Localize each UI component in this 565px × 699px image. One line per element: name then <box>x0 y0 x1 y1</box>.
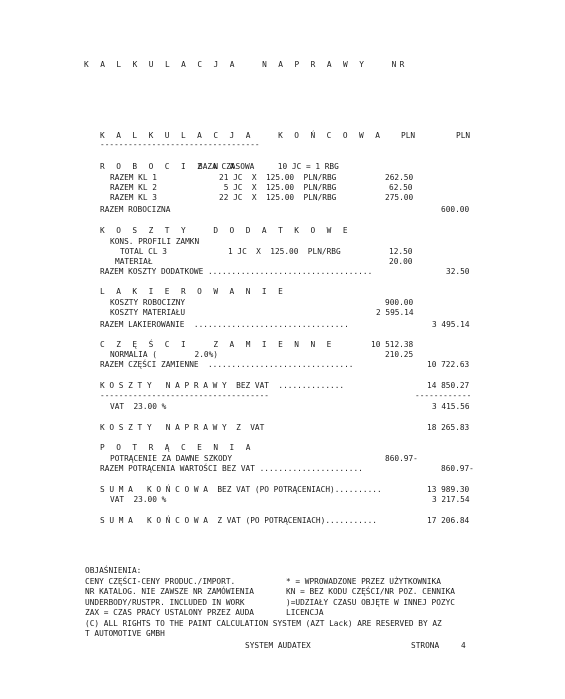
normalia-label: NORMALIA ( 2.0%) <box>110 350 218 359</box>
robocizna-row-value: 262.50 <box>385 173 414 182</box>
lakierowanie-total-label: RAZEM LAKIEROWANIE ................................. <box>100 320 349 329</box>
potracenia-total-value: 860.97- <box>441 464 474 473</box>
notes-line: NR KATALOG. NIE ZAWSZE NR ZAMÓWIENIA <box>85 587 254 596</box>
robocizna-row-value: 62.50 <box>389 183 413 192</box>
koszty-dodatkowe-sub: KONS. PROFILI ZAMKN <box>110 237 200 246</box>
notes-line: )=UDZIAŁY CZASU OBJĘTE W INNEJ POZYC <box>286 598 455 607</box>
robocizna-baza: BAZA CZASOWA 10 JC = 1 RBG <box>198 162 339 171</box>
notes-line: ZAX = CZAS PRACY USTALONY PRZEZ AUDA <box>85 608 254 617</box>
koszty-dodatkowe-total-label: RAZEM KOSZTY DODATKOWE ................................... <box>100 267 373 276</box>
potracenia-sub-label: POTRĄCENIE ZA DAWNE SZKODY <box>110 454 233 463</box>
lakierowanie-mat-label: KOSZTY MATERIAŁU <box>110 308 186 317</box>
koszty-dodatkowe-heading: K O S Z T Y D O D A T K O W E <box>100 226 351 235</box>
notes-line: KN = BEZ KODU CZĘŚCI/NR POZ. CENNIKA <box>286 587 455 596</box>
notes-line: LICENCJA <box>286 608 324 617</box>
suma-vat-label: VAT 23.00 % <box>110 495 167 504</box>
lakierowanie-rob-value: 900.00 <box>385 298 414 307</box>
czesci-heading-value: 10 512.38 <box>371 340 414 349</box>
footer-system: SYSTEM AUDATEX <box>245 641 311 650</box>
robocizna-row-calc: 5 JC X 125.00 PLN/RBG <box>219 183 337 192</box>
material-label: MATERIAŁ <box>115 257 153 266</box>
notes-line: CENY CZĘŚCI-CENY PRODUC./IMPORT. <box>85 577 236 586</box>
koszty-bez-vat-label: K O S Z T Y N A P R A W Y BEZ VAT .............. <box>100 381 345 390</box>
total-cl-label: TOTAL CL 3 <box>120 247 167 256</box>
potracenia-heading: P O T R Ą C E N I A <box>100 443 254 452</box>
footer-page-label: STRONA <box>411 641 440 650</box>
notes-line: * = WPROWADZONE PRZEZ UŻYTKOWNIKA <box>286 577 441 586</box>
suma-bez-vat-value: 13 989.30 <box>427 485 470 494</box>
lakierowanie-total-value: 3 495.14 <box>432 320 470 329</box>
suma-bez-vat-label: S U M A K O Ń C O W A BEZ VAT (PO POTRĄCENIACH).......... <box>100 485 382 494</box>
total-cl-value: 12.50 <box>389 247 413 256</box>
col-header-1: PLN <box>401 131 416 140</box>
summary-heading: K A L K U L A C J A K O Ń C O W A <box>100 131 384 140</box>
robocizna-row-label: RAZEM KL 2 <box>110 183 157 192</box>
notes-heading: OBJAŚNIENIA: <box>85 566 142 575</box>
footer-page-number: 4 <box>461 641 466 650</box>
dash-line-left: ------------------------------------ <box>100 391 269 400</box>
koszty-z-vat-value: 18 265.83 <box>427 423 470 432</box>
suma-vat-value: 3 217.54 <box>432 495 470 504</box>
notes-line: UNDERBODY/RUSTPR. INCLUDED IN WORK <box>85 598 245 607</box>
koszty-dodatkowe-total-value: 32.50 <box>446 267 470 276</box>
total-cl-calc: 1 JC X 125.00 PLN/RBG <box>228 247 341 256</box>
robocizna-row-calc: 21 JC X 125.00 PLN/RBG <box>219 173 337 182</box>
summary-underline: ---------------------------------- <box>100 140 260 149</box>
robocizna-row-label: RAZEM KL 1 <box>110 173 157 182</box>
robocizna-total-value: 600.00 <box>441 205 470 214</box>
material-value: 20.00 <box>389 257 413 266</box>
notes-line: (C) ALL RIGHTS TO THE PAINT CALCULATION SYSTEM (AZT Lack) ARE RESERVED BY AZ <box>85 619 442 628</box>
potracenia-total-label: RAZEM POTRĄCENIA WARTOŚCI BEZ VAT ...................... <box>100 464 363 473</box>
notes-line: T AUTOMOTIVE GMBH <box>85 629 165 638</box>
czesci-heading: C Z Ę Ś C I Z A M I E N N E <box>100 340 335 349</box>
koszty-bez-vat-value: 14 850.27 <box>427 381 470 390</box>
dash-line-right: ------------ <box>415 391 472 400</box>
page-title: K A L K U L A C J A N A P R A W Y NR <box>84 60 408 69</box>
lakierowanie-mat-value: 2 595.14 <box>376 308 414 317</box>
czesci-total-value: 10 722.63 <box>427 360 470 369</box>
robocizna-row-label: RAZEM KL 3 <box>110 193 157 202</box>
suma-z-vat-label: S U M A K O Ń C O W A Z VAT (PO POTRĄCENIACH)........... <box>100 516 377 525</box>
normalia-value: 210.25 <box>385 350 414 359</box>
czesci-total-label: RAZEM CZĘŚCI ZAMIENNE ............................... <box>100 360 354 369</box>
suma-z-vat-value: 17 206.84 <box>427 516 470 525</box>
col-header-2: PLN <box>456 131 471 140</box>
lakierowanie-heading: L A K I E R O W A N I E <box>100 287 287 296</box>
lakierowanie-rob-label: KOSZTY ROBOCIZNY <box>110 298 186 307</box>
robocizna-heading: R O B O C I Z N A <box>100 162 238 171</box>
robocizna-row-value: 275.00 <box>385 193 414 202</box>
vat-label: VAT 23.00 % <box>110 402 167 411</box>
robocizna-total-label: RAZEM ROBOCIZNA <box>100 205 171 214</box>
potracenia-sub-value: 860.97- <box>385 454 418 463</box>
vat-value: 3 415.56 <box>432 402 470 411</box>
koszty-z-vat-label: K O S Z T Y N A P R A W Y Z VAT <box>100 423 265 432</box>
robocizna-row-calc: 22 JC X 125.00 PLN/RBG <box>219 193 337 202</box>
